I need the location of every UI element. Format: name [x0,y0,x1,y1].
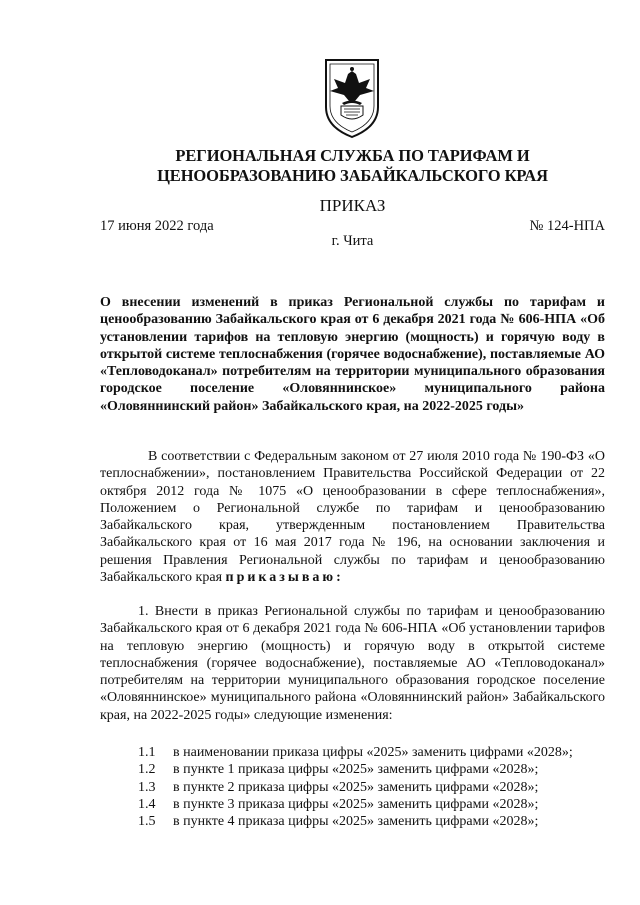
subitem-text: в наименовании приказа цифры «2025» заменить цифрами «2028»; [173,745,573,760]
list-item [138,779,573,796]
subitem-text: в пункте 4 приказа цифры «2025» заменить цифрами «2028»; [173,814,539,830]
subitems-list [138,744,573,830]
list-item [138,813,573,830]
order-city: г. Чита [331,233,374,249]
agency-name-line2: ЦЕНООБРАЗОВАНИЮ ЗАБАЙКАЛЬСКОГО КРАЯ [157,166,548,185]
subitem-number: 1.3 [138,779,156,795]
list-item [138,796,573,813]
order-title: О внесении изменений в приказ Региональной службы по тарифам и ценообразованию Забайкальского края от 6 декабря 2021 года № 606-НПА «Об установлении тарифов на тепловую энергию (мощность) и горячую воду в открытой системе теплоснабжения (горячее водоснабжение), поставляемые АО «Тепловодоканал» потребителям на территории муниципального образования городское поселение «Оловяннинское» муниципального района «Оловяннинский район» Забайкальского края, на 2022-2025 годы» [100,295,605,414]
agency-name [100,146,605,186]
preamble-text: В соответствии с Федеральным законом от 27 июля 2010 года № 190-ФЗ «О теплоснабжении», постановлением Правительства Российской Федерации от 22 октября 2012 года № 1075 «О ценообразовании в сфере теплоснабжения», Положением о Региональной службе по тарифам и ценообразованию Забайкальского края, утвержденным постановлением Правительства Забайкальского края от 16 мая 2017 года № 196, на основании заключения и решения Правления Региональной службы по тарифам и ценообразованию Забайкальского края [100,449,605,586]
agency-name-line1: РЕГИОНАЛЬНАЯ СЛУЖБА ПО ТАРИФАМ И [175,146,530,165]
subitem-text: в пункте 3 приказа цифры «2025» заменить цифрами «2028»; [173,796,539,812]
subitem-text: в пункте 1 приказа цифры «2025» заменить цифрами «2028»; [173,762,539,778]
coat-of-arms-icon [322,57,382,139]
order-date: 17 июня 2022 года [100,218,214,234]
subitem-number: 1.1 [138,745,156,760]
subitem-number: 1.4 [138,796,156,812]
subitem-number: 1.2 [138,762,156,778]
subitem-number: 1.5 [138,814,156,830]
list-item [138,761,573,778]
order-number: № 124-НПА [529,218,605,234]
order-heading: ПРИКАЗ [319,196,386,215]
list-item [138,744,573,761]
subitem-text: в пункте 2 приказа цифры «2025» заменить цифрами «2028»; [173,779,539,795]
decree-word: приказываю: [225,570,344,586]
preamble-paragraph [100,448,605,586]
item-1-paragraph: 1. Внести в приказ Региональной службы по тарифам и ценообразованию Забайкальского края от 6 декабря 2021 года № 606-НПА «Об установлении тарифов на тепловую энергию (мощность) и горячую воду в открытой системе теплоснабжения (горячее водоснабжение), поставляемые АО «Тепловодоканал» потребителям на территории муниципального образования городское поселение «Оловяннинское» муниципального района «Оловяннинский район» Забайкальского края, на 2022-2025 годы» следующие изменения: [100,604,605,723]
